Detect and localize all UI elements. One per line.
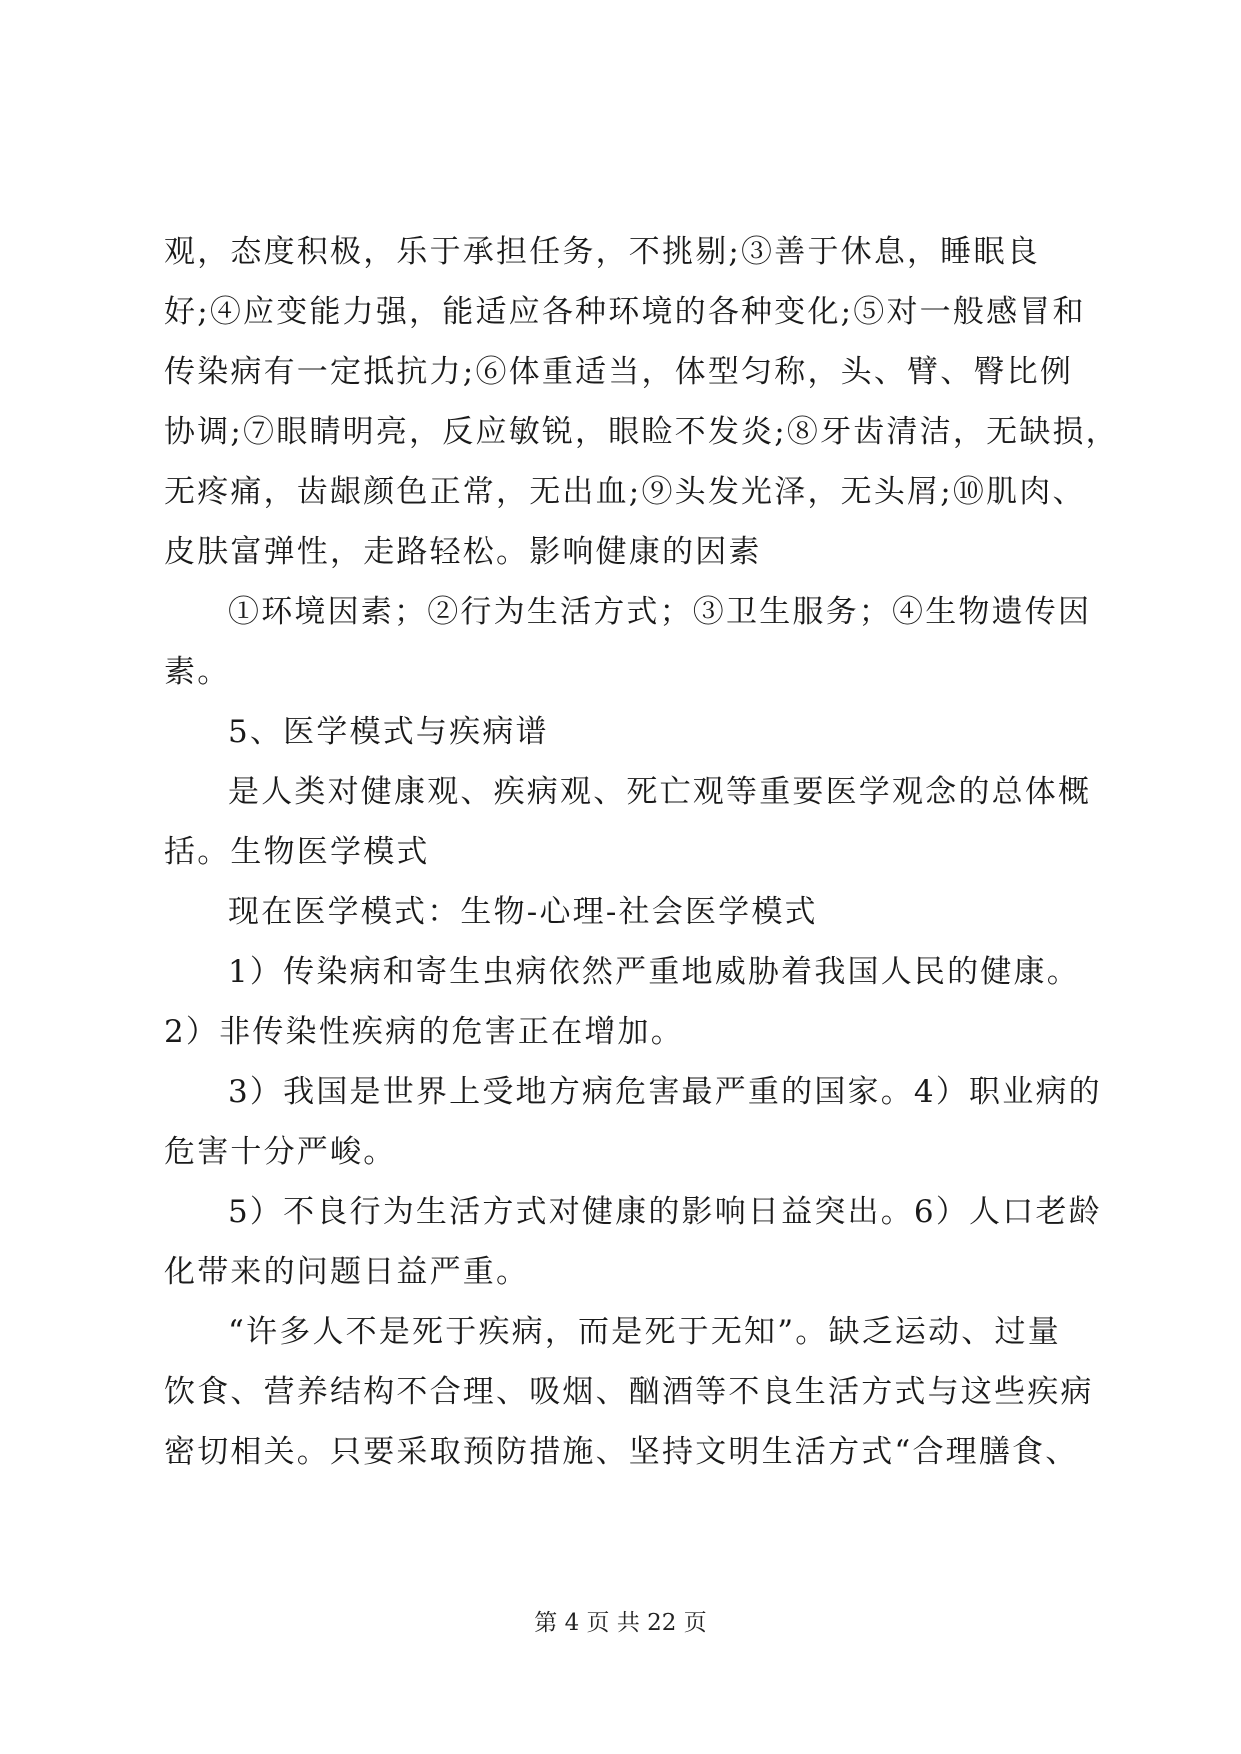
text-line: 3）我国是世界上受地方病危害最严重的国家。4）职业病的 [228, 1074, 1102, 1110]
text-line: “许多人不是死于疾病，而是死于无知”。缺乏运动、过量 [228, 1314, 1061, 1350]
text-line: 好;④应变能力强，能适应各种环境的各种变化;⑤对一般感冒和 [164, 294, 1086, 330]
text-line: 密切相关。只要采取预防措施、坚持文明生活方式“合理膳食、 [164, 1434, 1079, 1470]
text-line: 括。生物医学模式 [164, 834, 430, 870]
text-line: 素。 [164, 654, 231, 690]
text-line: 化带来的问题日益严重。 [164, 1254, 530, 1290]
text-line: 无疼痛，齿龈颜色正常，无出血;⑨头发光泽，无头屑;⑩肌肉、 [164, 474, 1086, 510]
text-line: 是人类对健康观、疾病观、死亡观等重要医学观念的总体概 [228, 774, 1092, 810]
section-heading: 5、医学模式与疾病谱 [228, 714, 549, 750]
text-line: 传染病有一定抵抗力;⑥体重适当，体型匀称，头、臂、臀比例 [164, 354, 1074, 390]
text-line: 饮食、营养结构不合理、吸烟、酗酒等不良生活方式与这些疾病 [164, 1374, 1094, 1410]
text-line: 1）传染病和寄生虫病依然严重地威胁着我国人民的健康。 [228, 954, 1080, 990]
text-line: 观，态度积极，乐于承担任务，不挑剔;③善于休息，睡眠良 [164, 234, 1040, 270]
text-line: 皮肤富弹性，走路轻松。影响健康的因素 [164, 534, 762, 570]
text-line: 2）非传染性疾病的危害正在增加。 [164, 1014, 684, 1050]
text-line: 现在医学模式：生物-心理-社会医学模式 [228, 894, 818, 930]
text-line: 危害十分严峻。 [164, 1134, 397, 1170]
text-line: ①环境因素；②行为生活方式；③卫生服务；④生物遗传因 [228, 594, 1092, 630]
text-line: 5）不良行为生活方式对健康的影响日益突出。6）人口老龄 [228, 1194, 1102, 1230]
text-line: 协调;⑦眼睛明亮，反应敏锐，眼睑不发炎;⑧牙齿清洁，无缺损， [164, 414, 1119, 450]
page-number-footer: 第 4 页 共 22 页 [534, 1610, 707, 1636]
